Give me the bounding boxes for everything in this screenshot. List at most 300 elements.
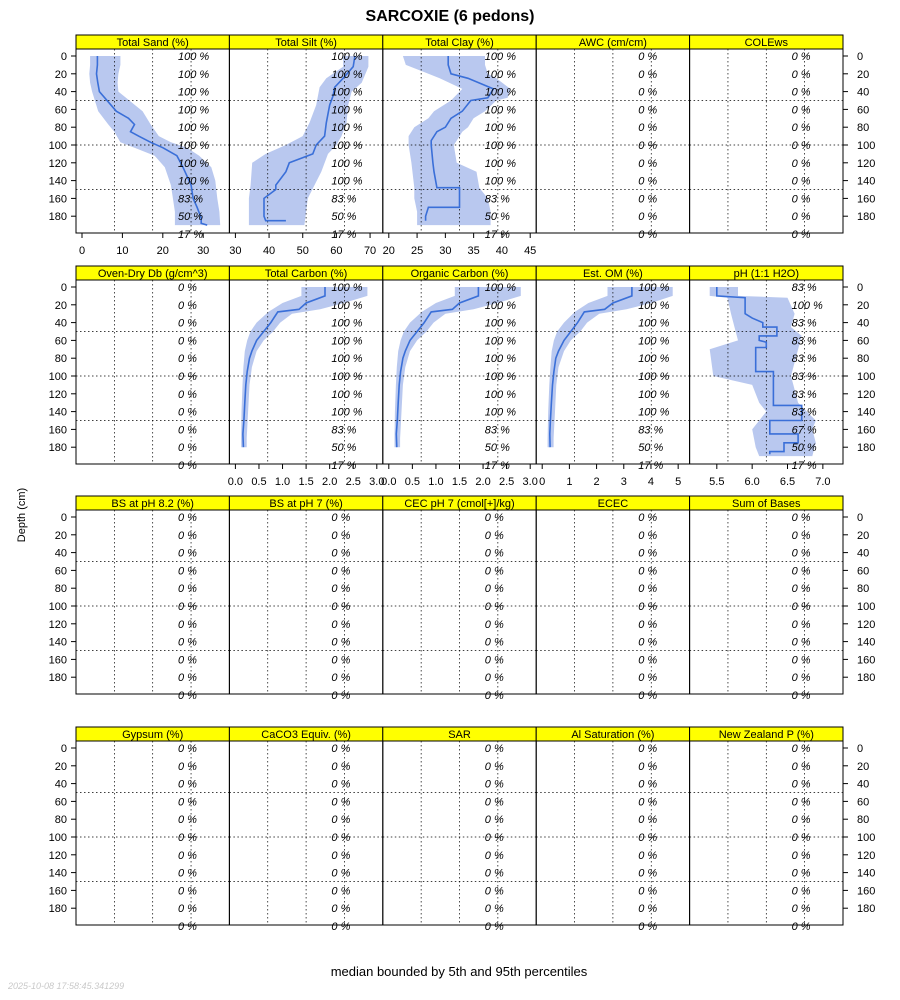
pct-label: 0 % xyxy=(791,743,811,755)
panel-strip-label: Est. OM (%) xyxy=(582,268,643,280)
y-tick-label-left: 180 xyxy=(48,211,67,224)
y-tick-label-right: 40 xyxy=(857,86,870,99)
x-tick-label: 6.0 xyxy=(744,476,760,488)
pct-label: 0 % xyxy=(178,282,197,294)
pct-label: 50 % xyxy=(791,442,817,455)
pct-label: 0 % xyxy=(638,654,658,667)
pct-label: 0 % xyxy=(638,672,658,685)
pct-label: 0 % xyxy=(638,796,658,809)
pct-label: 100 % xyxy=(484,68,517,81)
pct-label: 0 % xyxy=(484,885,504,898)
pct-label: 0 % xyxy=(484,618,504,631)
pct-label: 0 % xyxy=(178,672,197,685)
panel-strip-label: AWC (cm/cm) xyxy=(578,37,647,49)
pct-label: 100 % xyxy=(484,299,517,312)
pct-label: 0 % xyxy=(178,547,197,560)
panel xyxy=(690,496,843,702)
pct-label: 0 % xyxy=(638,529,658,542)
pct-label: 0 % xyxy=(331,903,351,916)
y-tick-label-right: 160 xyxy=(857,193,876,206)
pct-label: 83 % xyxy=(484,193,510,206)
pct-label: 100 % xyxy=(484,104,517,117)
pct-label: 67 % xyxy=(791,424,817,437)
y-tick-label-right: 160 xyxy=(857,654,876,667)
x-tick-label: 60 xyxy=(330,245,343,257)
x-tick-label: 45 xyxy=(524,245,537,257)
x-tick-label: 6.5 xyxy=(779,476,796,488)
y-tick-label-right: 20 xyxy=(857,299,870,312)
pct-label: 0 % xyxy=(791,193,811,206)
y-tick-label-right: 100 xyxy=(857,601,876,613)
pct-label: 0 % xyxy=(638,512,658,524)
y-tick-label-right: 40 xyxy=(857,317,870,330)
y-tick-label-right: 120 xyxy=(857,618,876,631)
y-tick-label-right: 140 xyxy=(857,636,876,649)
pct-label: 100 % xyxy=(484,388,517,401)
pct-label: 0 % xyxy=(178,867,197,880)
pct-label: 100 % xyxy=(178,51,210,63)
pct-label: 83 % xyxy=(178,193,204,206)
panel-strip-label: Total Clay (%) xyxy=(425,37,494,49)
pct-label: 0 % xyxy=(331,583,351,596)
y-tick-label-right: 0 xyxy=(857,51,864,63)
pct-label: 0 % xyxy=(484,921,504,933)
pct-label: 100 % xyxy=(178,157,210,170)
pct-label: 0 % xyxy=(791,122,811,135)
y-tick-label-left: 180 xyxy=(48,672,67,685)
panel-strip-label: ECEC xyxy=(597,498,629,510)
y-tick-label-right: 20 xyxy=(857,68,870,81)
chart-title: SARCOXIE (6 pedons) xyxy=(365,8,535,25)
pct-label: 0 % xyxy=(331,690,351,702)
pct-label: 0 % xyxy=(791,51,811,63)
panel-rows xyxy=(49,35,876,933)
y-tick-label-left: 60 xyxy=(54,796,67,809)
pct-label: 100 % xyxy=(484,140,517,152)
pct-label: 0 % xyxy=(484,583,504,596)
pct-label: 0 % xyxy=(331,672,351,685)
pct-label: 0 % xyxy=(638,760,658,773)
pct-label: 17 % xyxy=(638,460,664,472)
pct-label: 0 % xyxy=(638,211,658,224)
pct-label: 0 % xyxy=(638,832,658,844)
x-tick-label: 3 xyxy=(620,476,627,488)
pct-label: 100 % xyxy=(484,335,517,348)
pct-label: 83 % xyxy=(791,353,817,366)
pct-label: 0 % xyxy=(178,760,197,773)
x-tick-label: 0.5 xyxy=(251,476,267,488)
panel-strip-label: pH (1:1 H2O) xyxy=(733,268,800,280)
pct-label: 0 % xyxy=(331,654,351,667)
median-line xyxy=(243,287,325,447)
pct-label: 0 % xyxy=(791,565,811,578)
pct-label: 0 % xyxy=(791,618,811,631)
panel-row xyxy=(49,727,876,933)
y-tick-label-left: 120 xyxy=(48,157,67,170)
y-tick-label-left: 0 xyxy=(60,512,67,524)
pct-label: 0 % xyxy=(791,229,811,241)
panel-strip-label: Total Carbon (%) xyxy=(264,268,348,280)
y-axis-label: Depth (cm) xyxy=(16,487,28,543)
pct-label: 0 % xyxy=(178,442,197,455)
pct-label: 0 % xyxy=(178,885,197,898)
panel-strip-label: Organic Carbon (%) xyxy=(410,268,509,280)
y-tick-label-left: 20 xyxy=(54,760,67,773)
y-tick-label-left: 100 xyxy=(48,140,67,152)
panel xyxy=(383,496,536,702)
pct-label: 0 % xyxy=(178,583,197,596)
pct-label: 0 % xyxy=(178,424,197,437)
pct-label: 0 % xyxy=(331,601,351,613)
panel xyxy=(229,727,382,933)
pct-label: 100 % xyxy=(178,140,210,152)
pct-label: 0 % xyxy=(178,849,197,862)
pct-label: 100 % xyxy=(638,335,670,348)
panel xyxy=(536,35,689,241)
pct-label: 0 % xyxy=(791,921,811,933)
panel-strip-label: BS at pH 7 (%) xyxy=(269,498,343,510)
panel xyxy=(76,35,229,257)
pct-label: 100 % xyxy=(331,353,363,366)
y-tick-label-left: 120 xyxy=(48,849,67,862)
pct-label: 0 % xyxy=(331,814,351,827)
y-tick-label-right: 60 xyxy=(857,565,870,578)
pct-label: 0 % xyxy=(484,565,504,578)
pct-label: 0 % xyxy=(484,778,504,791)
panel xyxy=(229,35,383,257)
x-tick-label: 35 xyxy=(467,245,480,257)
pct-label: 0 % xyxy=(791,68,811,81)
pct-label: 17 % xyxy=(484,229,510,241)
x-tick-label: 4 xyxy=(647,476,655,488)
x-tick-label: 0.0 xyxy=(381,476,397,488)
x-tick-label: 2.0 xyxy=(322,476,338,488)
pct-label: 50 % xyxy=(484,442,510,455)
y-tick-label-left: 20 xyxy=(54,299,67,312)
pct-label: 0 % xyxy=(791,86,811,99)
y-tick-label-right: 180 xyxy=(857,903,876,916)
pct-label: 0 % xyxy=(484,743,504,755)
pct-label: 100 % xyxy=(331,157,363,170)
y-tick-label-left: 120 xyxy=(48,388,67,401)
pct-label: 100 % xyxy=(484,175,517,188)
pct-label: 100 % xyxy=(638,353,670,366)
y-tick-label-left: 160 xyxy=(48,654,67,667)
pct-label: 0 % xyxy=(638,921,658,933)
pct-label: 0 % xyxy=(791,672,811,685)
pct-label: 0 % xyxy=(638,51,658,63)
pct-label: 0 % xyxy=(331,885,351,898)
y-tick-label-left: 40 xyxy=(54,317,67,330)
pct-label: 17 % xyxy=(791,460,817,472)
pct-label: 100 % xyxy=(638,282,670,294)
y-tick-label-left: 20 xyxy=(54,68,67,81)
panel xyxy=(76,727,229,933)
pct-label: 0 % xyxy=(638,122,658,135)
pct-label: 0 % xyxy=(178,317,197,330)
pct-label: 0 % xyxy=(178,529,197,542)
y-tick-label-right: 60 xyxy=(857,104,870,117)
panel-strip-label: CaCO3 Equiv. (%) xyxy=(261,729,351,741)
median-line xyxy=(550,287,632,447)
x-tick-label: 5 xyxy=(675,476,682,488)
panel xyxy=(536,496,689,702)
pct-label: 0 % xyxy=(638,86,658,99)
pct-label: 100 % xyxy=(484,317,517,330)
timestamp-stamp: 2025-10-08 17:58:45.341299 xyxy=(8,981,125,991)
pct-label: 0 % xyxy=(484,512,504,524)
pct-label: 0 % xyxy=(791,760,811,773)
pct-label: 0 % xyxy=(484,601,504,613)
x-tick-label: 0 xyxy=(78,245,86,257)
x-tick-label: 2 xyxy=(593,476,600,488)
pct-label: 100 % xyxy=(484,51,517,63)
pct-label: 0 % xyxy=(178,406,197,419)
pct-label: 50 % xyxy=(638,442,664,455)
pct-label: 0 % xyxy=(638,743,658,755)
y-tick-label-left: 160 xyxy=(48,885,67,898)
y-tick-label-right: 160 xyxy=(857,885,876,898)
y-tick-label-right: 80 xyxy=(857,353,870,366)
pct-label: 100 % xyxy=(484,371,517,383)
x-tick-label: 3.0 xyxy=(369,476,385,488)
y-tick-label-right: 100 xyxy=(857,371,876,383)
panel-strip-label: SAR xyxy=(448,729,471,741)
pct-label: 100 % xyxy=(484,353,517,366)
pct-label: 0 % xyxy=(638,229,658,241)
y-tick-label-right: 40 xyxy=(857,778,870,791)
y-tick-label-left: 0 xyxy=(60,51,67,63)
pct-label: 100 % xyxy=(331,371,363,383)
y-tick-label-left: 80 xyxy=(54,353,67,366)
pct-label: 83 % xyxy=(791,388,817,401)
pct-label: 83 % xyxy=(331,193,357,206)
pct-label: 0 % xyxy=(638,690,658,702)
pct-label: 0 % xyxy=(178,565,197,578)
pct-label: 0 % xyxy=(331,512,351,524)
pct-label: 17 % xyxy=(331,460,357,472)
pct-label: 0 % xyxy=(178,299,197,312)
pct-label: 0 % xyxy=(178,743,197,755)
y-tick-label-right: 80 xyxy=(857,814,870,827)
pct-label: 0 % xyxy=(484,832,504,844)
y-tick-label-right: 180 xyxy=(857,672,876,685)
pct-label: 0 % xyxy=(178,371,197,383)
y-tick-label-right: 120 xyxy=(857,388,876,401)
pct-label: 0 % xyxy=(638,157,658,170)
x-tick-label: 40 xyxy=(495,245,509,257)
x-tick-label: 0.5 xyxy=(404,476,421,488)
x-tick-label: 40 xyxy=(262,245,276,257)
pct-label: 83 % xyxy=(791,282,817,294)
pct-label: 50 % xyxy=(331,442,357,455)
y-tick-label-left: 40 xyxy=(54,547,67,560)
pct-label: 100 % xyxy=(638,406,670,419)
pct-label: 50 % xyxy=(331,211,357,224)
pct-label: 100 % xyxy=(484,406,517,419)
y-tick-label-left: 60 xyxy=(54,565,67,578)
pct-label: 100 % xyxy=(331,51,363,63)
panel-strip-label: Gypsum (%) xyxy=(122,729,184,741)
panel xyxy=(383,727,536,933)
pct-label: 0 % xyxy=(484,814,504,827)
y-tick-label-right: 100 xyxy=(857,832,876,844)
pct-label: 0 % xyxy=(638,636,658,649)
y-tick-label-left: 160 xyxy=(48,424,67,437)
pct-label: 0 % xyxy=(638,814,658,827)
panel-row xyxy=(49,35,876,257)
x-tick-label: 20 xyxy=(382,245,395,257)
pct-label: 100 % xyxy=(791,299,823,312)
y-tick-label-left: 40 xyxy=(54,778,67,791)
x-tick-label: 5.5 xyxy=(709,476,725,488)
y-tick-label-right: 0 xyxy=(857,743,864,755)
x-tick-label: 70 xyxy=(363,245,377,257)
pct-label: 0 % xyxy=(638,175,658,188)
pct-label: 0 % xyxy=(484,654,504,667)
x-tick-label: 0 xyxy=(539,476,546,488)
median-line xyxy=(396,287,478,447)
x-tick-label: 50 xyxy=(296,245,309,257)
pct-label: 0 % xyxy=(331,778,351,791)
pct-label: 0 % xyxy=(178,690,197,702)
panel xyxy=(76,496,229,702)
pct-label: 0 % xyxy=(331,760,351,773)
pct-label: 0 % xyxy=(791,636,811,649)
y-tick-label-left: 0 xyxy=(60,743,67,755)
pct-label: 0 % xyxy=(178,832,197,844)
y-tick-label-left: 100 xyxy=(48,601,67,613)
x-tick-label: 1.0 xyxy=(274,476,291,488)
y-tick-label-left: 160 xyxy=(48,193,67,206)
pct-label: 100 % xyxy=(484,86,517,99)
y-tick-label-right: 100 xyxy=(857,140,876,152)
panel-strip-label: COLEws xyxy=(744,37,789,49)
panel xyxy=(690,35,843,241)
panel xyxy=(536,727,689,933)
y-tick-label-left: 100 xyxy=(48,371,67,383)
pct-label: 0 % xyxy=(331,743,351,755)
pct-label: 50 % xyxy=(484,211,510,224)
pct-label: 83 % xyxy=(791,371,817,383)
panel xyxy=(690,727,843,933)
pct-label: 100 % xyxy=(484,157,517,170)
y-tick-label-right: 0 xyxy=(857,512,864,524)
panel-strip-label: Al Saturation (%) xyxy=(571,729,655,741)
pct-label: 0 % xyxy=(638,565,658,578)
pct-label: 0 % xyxy=(791,832,811,844)
y-tick-label-left: 140 xyxy=(48,175,67,188)
pct-label: 0 % xyxy=(484,849,504,862)
y-tick-label-right: 140 xyxy=(857,406,876,419)
panel-strip-label: Total Silt (%) xyxy=(275,37,337,49)
pct-label: 100 % xyxy=(638,317,670,330)
y-tick-label-right: 140 xyxy=(857,867,876,880)
pct-label: 17 % xyxy=(331,229,357,241)
pct-label: 0 % xyxy=(331,618,351,631)
pct-label: 0 % xyxy=(331,849,351,862)
panel-strip-label: Sum of Bases xyxy=(732,498,801,510)
pct-label: 100 % xyxy=(484,282,517,294)
y-tick-label-left: 0 xyxy=(60,282,67,294)
pct-label: 0 % xyxy=(484,796,504,809)
panel-strip-label: Oven-Dry Db (g/cm^3) xyxy=(97,268,208,280)
pct-label: 0 % xyxy=(791,867,811,880)
x-tick-label: 0.0 xyxy=(227,476,244,488)
y-tick-label-right: 80 xyxy=(857,122,870,135)
pct-label: 100 % xyxy=(331,406,363,419)
chart-caption: median bounded by 5th and 95th percentiles xyxy=(330,964,588,979)
pct-label: 100 % xyxy=(331,175,363,188)
pct-label: 0 % xyxy=(791,211,811,224)
pct-label: 0 % xyxy=(638,601,658,613)
x-tick-label: 3.0 xyxy=(522,476,538,488)
pct-label: 0 % xyxy=(638,849,658,862)
pct-label: 100 % xyxy=(638,371,670,383)
x-tick-label: 30 xyxy=(197,245,210,257)
pct-label: 0 % xyxy=(791,104,811,117)
pct-label: 0 % xyxy=(178,903,197,916)
pct-label: 0 % xyxy=(178,388,197,401)
panel xyxy=(228,266,385,488)
pct-label: 100 % xyxy=(331,282,363,294)
pct-label: 0 % xyxy=(638,867,658,880)
pct-label: 0 % xyxy=(791,529,811,542)
y-tick-label-left: 80 xyxy=(54,814,67,827)
pct-label: 0 % xyxy=(791,140,811,152)
y-tick-label-left: 60 xyxy=(54,104,67,117)
pct-label: 100 % xyxy=(331,140,363,152)
pct-label: 0 % xyxy=(638,547,658,560)
pct-label: 0 % xyxy=(638,68,658,81)
y-tick-label-right: 120 xyxy=(857,157,876,170)
pct-label: 0 % xyxy=(791,547,811,560)
pct-label: 0 % xyxy=(484,760,504,773)
pct-label: 0 % xyxy=(638,778,658,791)
y-tick-label-left: 20 xyxy=(54,529,67,542)
x-tick-label: 25 xyxy=(410,245,424,257)
y-tick-label-left: 80 xyxy=(54,122,67,135)
y-tick-label-left: 120 xyxy=(48,618,67,631)
pct-label: 0 % xyxy=(331,832,351,844)
y-tick-label-left: 60 xyxy=(54,335,67,348)
pct-label: 0 % xyxy=(331,529,351,542)
y-tick-label-right: 40 xyxy=(857,547,870,560)
y-tick-label-right: 140 xyxy=(857,175,876,188)
pct-label: 100 % xyxy=(331,335,363,348)
pct-label: 100 % xyxy=(638,299,670,312)
pct-label: 0 % xyxy=(331,636,351,649)
panel-strip-label: New Zealand P (%) xyxy=(718,729,814,741)
panel xyxy=(229,496,382,702)
y-tick-label-right: 80 xyxy=(857,583,870,596)
pct-label: 0 % xyxy=(331,547,351,560)
pct-label: 100 % xyxy=(178,86,210,99)
x-tick-label: 7.0 xyxy=(815,476,831,488)
pct-label: 0 % xyxy=(791,903,811,916)
y-tick-label-right: 20 xyxy=(857,529,870,542)
pct-label: 100 % xyxy=(331,122,363,135)
panel xyxy=(76,266,229,472)
pct-label: 0 % xyxy=(791,157,811,170)
y-tick-label-left: 40 xyxy=(54,86,67,99)
pct-label: 83 % xyxy=(484,424,510,437)
pct-label: 0 % xyxy=(484,867,504,880)
pct-label: 0 % xyxy=(638,903,658,916)
pct-label: 0 % xyxy=(791,885,811,898)
pct-label: 17 % xyxy=(178,229,204,241)
pct-label: 100 % xyxy=(331,317,363,330)
